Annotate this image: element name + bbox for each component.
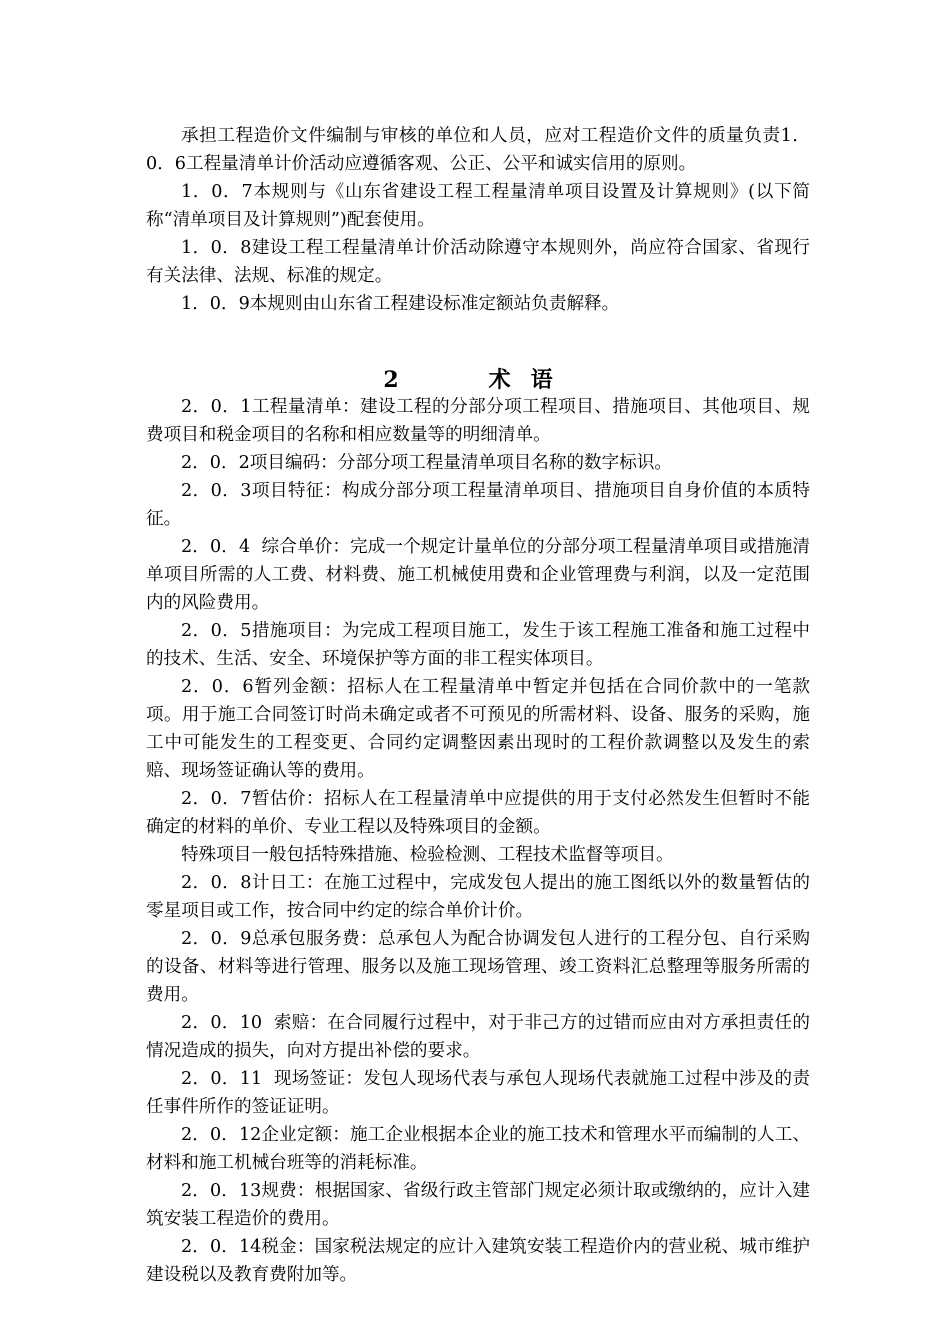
term-2-0-12: 2．0．12企业定额：施工企业根据本企业的施工技术和管理水平而编制的人工、材料和施工机械台班等的消耗标准。	[146, 1125, 810, 1173]
clause-1-0-9: 1．0．9本规则由山东省工程建设标准定额站负责解释。	[181, 294, 620, 314]
term-2-0-2: 2．0．2项目编码：分部分项工程量清单项目名称的数字标识。	[181, 453, 673, 473]
term-2-0-7-note: 特殊项目一般包括特殊措施、检验检测、工程技术监督等项目。	[181, 845, 674, 865]
term-2-0-10: 2．0．10 索赔：在合同履行过程中，对于非己方的过错而应由对方承担责任的情况造成的损失，向对方提出补偿的要求。	[146, 1013, 810, 1061]
term-2-0-14: 2．0．14税金：国家税法规定的应计入建筑安装工程造价内的营业税、城市维护建设税以及教育费附加等。	[146, 1237, 810, 1285]
term-2-0-13: 2．0．13规费：根据国家、省级行政主管部门规定必须计取或缴纳的，应计入建筑安装工程造价的费用。	[146, 1181, 810, 1229]
intro-paragraph-1: 承担工程造价文件编制与审核的单位和人员，应对工程造价文件的质量负责1．0．6工程量清单计价活动应遵循客观、公正、公平和诚实信用的原则。	[146, 126, 810, 174]
term-2-0-8: 2．0．8计日工：在施工过程中，完成发包人提出的施工图纸以外的数量暂估的零星项目或工作，按合同中约定的综合单价计价。	[146, 873, 810, 921]
term-2-0-3: 2．0．3项目特征：构成分部分项工程量清单项目、措施项目自身价值的本质特征。	[146, 481, 810, 529]
term-2-0-5: 2．0．5措施项目：为完成工程项目施工，发生于该工程施工准备和施工过程中的技术、生活、安全、环境保护等方面的非工程实体项目。	[146, 621, 810, 669]
document-page	[146, 122, 810, 1289]
clause-1-0-8: 1．0．8建设工程工程量清单计价活动除遵守本规则外，尚应符合国家、省现行有关法律、法规、标准的规定。	[146, 238, 810, 286]
section-title-text: 术语	[488, 367, 573, 393]
term-2-0-1: 2．0．1工程量清单：建设工程的分部分项工程项目、措施项目、其他项目、规费项目和税金项目的名称和相应数量等的明细清单。	[146, 397, 810, 445]
term-2-0-9: 2．0．9总承包服务费：总承包人为配合协调发包人进行的工程分包、自行采购的设备、材料等进行管理、服务以及施工现场管理、竣工资料汇总整理等服务所需的费用。	[146, 929, 810, 1005]
term-2-0-4: 2．0．4 综合单价：完成一个规定计量单位的分部分项工程量清单项目或措施清单项目所需的人工费、材料费、施工机械使用费和企业管理费与利润，以及一定范围内的风险费用。	[146, 537, 810, 613]
section-number: 2	[383, 367, 399, 393]
clause-1-0-7: 1．0．7本规则与《山东省建设工程工程量清单项目设置及计算规则》(以下简称“清单项目及计算规则”)配套使用。	[146, 182, 810, 230]
section-heading	[146, 318, 810, 393]
term-2-0-6: 2．0．6暂列金额：招标人在工程量清单中暂定并包括在合同价款中的一笔款项。用于施工合同签订时尚未确定或者不可预见的所需材料、设备、服务的采购，施工中可能发生的工程变更、合同约定调整因素出现时的工程价款调整以及发生的索赔、现场签证确认等的费用。	[146, 677, 810, 781]
term-2-0-7: 2．0．7暂估价：招标人在工程量清单中应提供的用于支付必然发生但暂时不能确定的材料的单价、专业工程以及特殊项目的金额。	[146, 789, 810, 837]
term-2-0-11: 2．0．11 现场签证：发包人现场代表与承包人现场代表就施工过程中涉及的责任事件所作的签证证明。	[146, 1069, 810, 1117]
